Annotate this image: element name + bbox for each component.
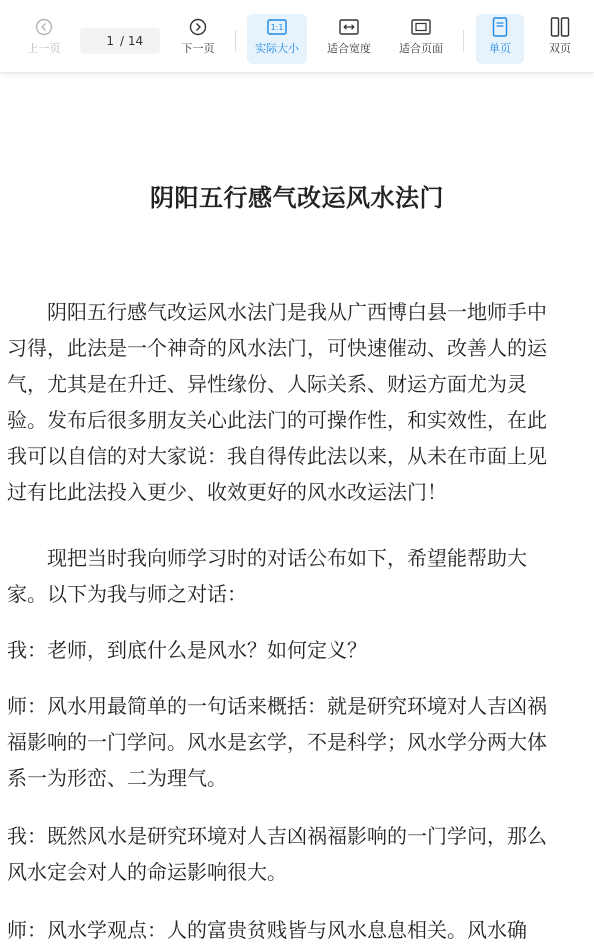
toolbar-divider	[463, 30, 464, 52]
single-page-icon	[489, 16, 511, 38]
fit-page-button[interactable]	[392, 14, 450, 64]
paragraph: 阴阳五行感气改运风水法门是我从广西博白县一地师手中习得，此法是一个神奇的风水法门，可快速催动、改善人的运气，尤其是在升迁、异性缘份、人际关系、财运方面尤为灵验。发布后很多朋友关心此法门的可操作性，和实效性，在此我可以自信的对大家说：我自得传此法以来，从未在市面上见过有比此法投入更少、收效更好的风水改运法门！	[7, 300, 547, 504]
prev-page-button[interactable]	[20, 14, 68, 64]
fit-width-label: 适合宽度	[327, 42, 371, 55]
next-page-button[interactable]	[174, 14, 222, 64]
viewer-toolbar	[0, 0, 594, 73]
double-page-label: 双页	[549, 42, 571, 55]
actual-size-icon-text: 1:1	[270, 22, 284, 32]
actual-size-icon	[266, 16, 288, 38]
double-page-icon	[549, 16, 571, 38]
fit-width-icon	[338, 16, 360, 38]
double-page-button[interactable]	[536, 14, 584, 64]
fit-width-button[interactable]	[320, 14, 378, 64]
document-page	[0, 72, 594, 949]
chevron-right-circle-icon	[187, 16, 209, 38]
paragraph: 现把当时我向师学习时的对话公布如下，希望能帮助大家。以下为我与师之对话：	[7, 546, 527, 606]
single-page-label: 单页	[489, 42, 511, 55]
document-title: 阴阳五行感气改运风水法门	[150, 183, 444, 212]
prev-page-label: 上一页	[27, 42, 61, 55]
page-number-field[interactable]	[80, 28, 160, 54]
actual-size-button[interactable]	[247, 14, 307, 64]
single-page-button[interactable]	[476, 14, 524, 64]
paragraph: 师：风水学观点：人的富贵贫贱皆与风水息息相关。风水确	[7, 918, 527, 942]
total-pages: / 14	[120, 34, 144, 48]
next-page-label: 下一页	[181, 42, 215, 55]
actual-size-label: 实际大小	[255, 42, 299, 55]
current-page-input[interactable]: 1	[106, 34, 114, 48]
toolbar-divider	[235, 30, 236, 52]
chevron-left-circle-icon	[33, 16, 55, 38]
fit-page-icon	[410, 16, 432, 38]
fit-page-label: 适合页面	[399, 42, 443, 55]
paragraph: 我：老师，到底什么是风水？如何定义？	[7, 638, 367, 662]
paragraph: 我：既然风水是研究环境对人吉凶祸福影响的一门学问，那么风水定会对人的命运影响很大。	[7, 824, 547, 884]
paragraph: 师：风水用最简单的一句话来概括：就是研究环境对人吉凶祸福影响的一门学问。风水是玄学，不是科学；风水学分两大体系一为形峦、二为理气。	[7, 694, 547, 790]
